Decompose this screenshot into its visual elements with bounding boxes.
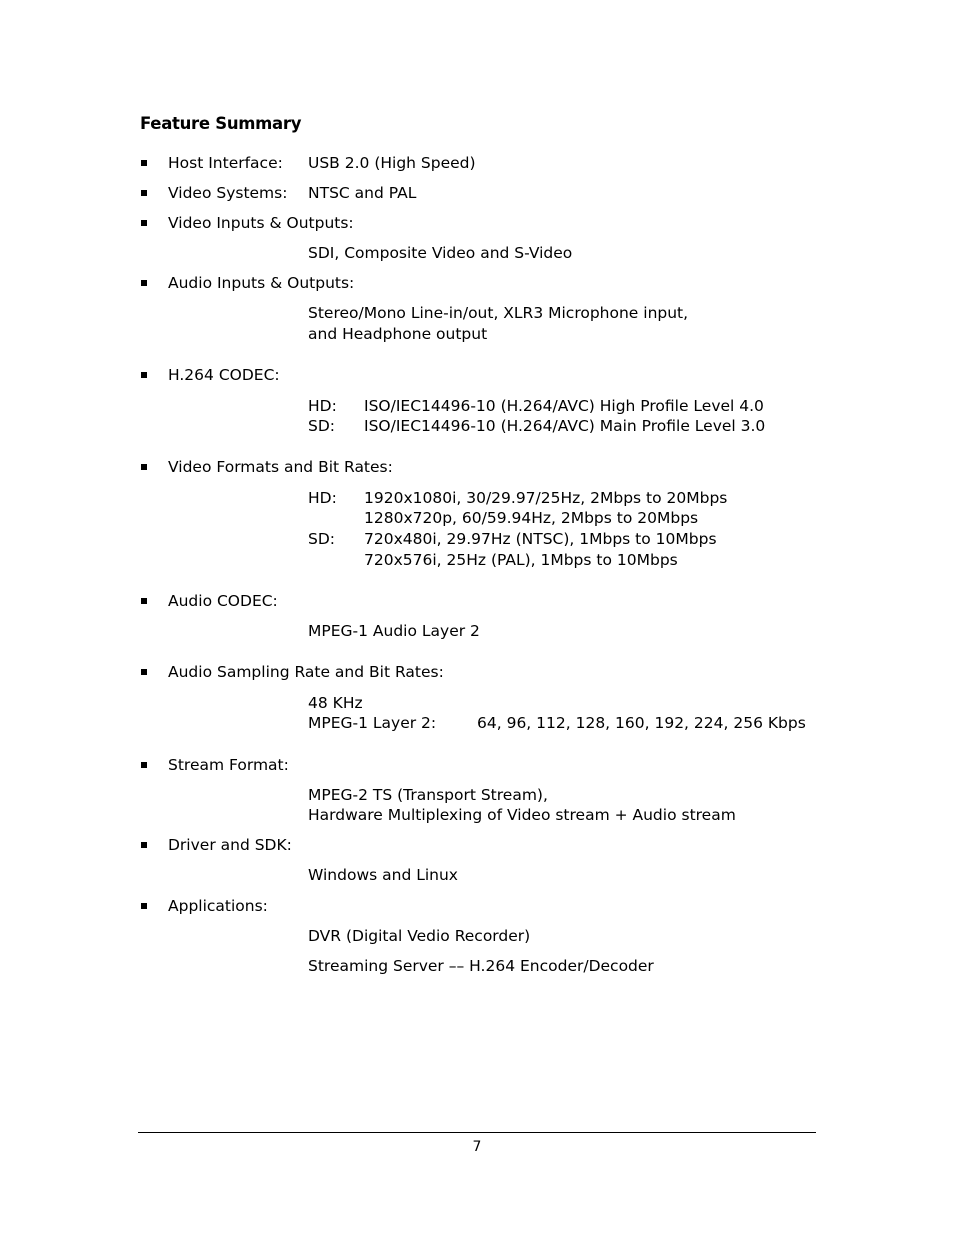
bullet-icon — [141, 280, 147, 286]
row-text: ISO/IEC14496-10 (H.264/AVC) Main Profile Level 3.0 — [364, 417, 766, 435]
feature-label: Audio Sampling Rate and Bit Rates: — [168, 663, 444, 681]
feature-value: DVR (Digital Vedio Recorder) — [308, 927, 531, 945]
feature-label: Audio Inputs & Outputs: — [168, 274, 355, 292]
page-number: 7 — [472, 1139, 482, 1155]
bullet-icon — [141, 220, 147, 226]
feature-value: MPEG-1 Audio Layer 2 — [308, 622, 480, 640]
feature-value: and Headphone output — [308, 325, 488, 343]
feature-value: Hardware Multiplexing of Video stream + Audio stream — [308, 806, 736, 824]
bullet-icon — [141, 464, 147, 470]
footer-divider — [138, 1132, 816, 1133]
feature-value: Streaming Server –– H.264 Encoder/Decoder — [308, 957, 654, 975]
feature-value: USB 2.0 (High Speed) — [308, 154, 476, 172]
row-text: 1280x720p, 60/59.94Hz, 2Mbps to 20Mbps — [364, 509, 699, 527]
feature-label: Audio CODEC: — [168, 592, 278, 610]
feature-value: SDI, Composite Video and S-Video — [308, 244, 573, 262]
row-text: ISO/IEC14496-10 (H.264/AVC) High Profile Level 4.0 — [364, 397, 764, 415]
feature-label: Stream Format: — [168, 756, 289, 774]
bullet-icon — [141, 903, 147, 909]
feature-value: NTSC and PAL — [308, 184, 417, 202]
row-tag: HD: — [308, 489, 337, 507]
pair-key: MPEG-1 Layer 2: — [308, 714, 437, 732]
row-text: 720x576i, 25Hz (PAL), 1Mbps to 10Mbps — [364, 551, 678, 569]
bullet-icon — [141, 762, 147, 768]
bullet-icon — [141, 598, 147, 604]
section-title: Feature Summary — [140, 114, 302, 133]
bullet-icon — [141, 190, 147, 196]
feature-label: H.264 CODEC: — [168, 366, 280, 384]
bullet-icon — [141, 842, 147, 848]
bullet-icon — [141, 669, 147, 675]
feature-label: Video Formats and Bit Rates: — [168, 458, 393, 476]
feature-label: Video Systems: — [168, 184, 288, 202]
feature-label: Host Interface: — [168, 154, 283, 172]
row-text: 720x480i, 29.97Hz (NTSC), 1Mbps to 10Mbps — [364, 530, 717, 548]
row-text: 1920x1080i, 30/29.97/25Hz, 2Mbps to 20Mbps — [364, 489, 728, 507]
pair-value: 64, 96, 112, 128, 160, 192, 224, 256 Kbps — [477, 714, 806, 732]
row-tag: SD: — [308, 417, 335, 435]
feature-value: 48 KHz — [308, 694, 363, 712]
feature-value: MPEG-2 TS (Transport Stream), — [308, 786, 548, 804]
bullet-icon — [141, 160, 147, 166]
feature-value: Windows and Linux — [308, 866, 458, 884]
feature-label: Video Inputs & Outputs: — [168, 214, 354, 232]
feature-label: Driver and SDK: — [168, 836, 292, 854]
feature-label: Applications: — [168, 897, 268, 915]
row-tag: SD: — [308, 530, 335, 548]
feature-value: Stereo/Mono Line-in/out, XLR3 Microphone input, — [308, 304, 689, 322]
row-tag: HD: — [308, 397, 337, 415]
bullet-icon — [141, 372, 147, 378]
